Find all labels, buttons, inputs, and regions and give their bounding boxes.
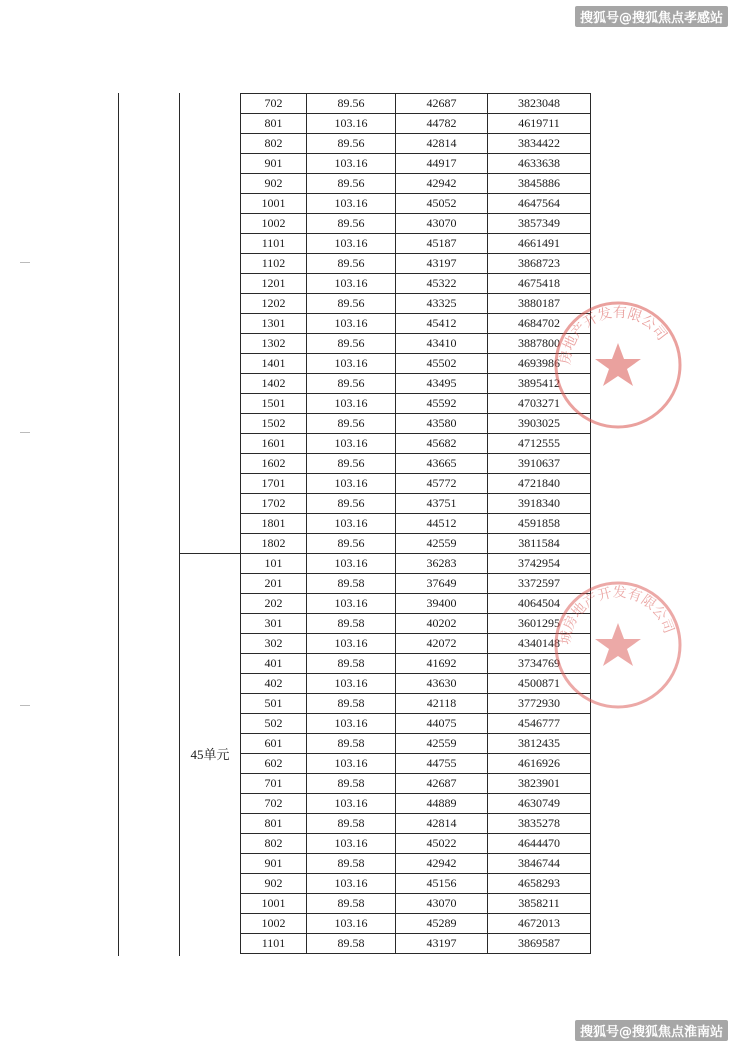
room-number-cell: 1702 xyxy=(241,494,307,514)
unit-price-cell: 45412 xyxy=(396,314,488,334)
area-cell: 103.16 xyxy=(307,794,396,814)
area-cell: 103.16 xyxy=(307,474,396,494)
room-number-cell: 1002 xyxy=(241,914,307,934)
area-cell: 103.16 xyxy=(307,754,396,774)
room-number-cell: 1302 xyxy=(241,334,307,354)
table-row xyxy=(241,694,591,714)
table-row xyxy=(241,514,591,534)
area-cell: 89.58 xyxy=(307,694,396,714)
total-price-cell: 4630749 xyxy=(488,794,591,814)
area-cell: 103.16 xyxy=(307,434,396,454)
table-border-building xyxy=(179,93,180,956)
unit-price-cell: 44782 xyxy=(396,114,488,134)
unit-price-cell: 43070 xyxy=(396,894,488,914)
table-row xyxy=(241,834,591,854)
room-number-cell: 802 xyxy=(241,834,307,854)
unit-price-cell: 45289 xyxy=(396,914,488,934)
table-row xyxy=(241,654,591,674)
table-row xyxy=(241,474,591,494)
watermark-bottom: 搜狐号@搜狐焦点淮南站 xyxy=(575,1020,728,1041)
table-row xyxy=(241,194,591,214)
total-price-cell: 3742954 xyxy=(488,554,591,574)
room-number-cell: 302 xyxy=(241,634,307,654)
table-row xyxy=(241,94,591,114)
area-cell: 103.16 xyxy=(307,154,396,174)
seal-text: 房地产开发有限公司 xyxy=(557,304,670,366)
total-price-cell: 4703271 xyxy=(488,394,591,414)
total-price-cell: 3734769 xyxy=(488,654,591,674)
unit-price-cell: 37649 xyxy=(396,574,488,594)
company-seal-stamp xyxy=(548,295,688,435)
unit-divider xyxy=(179,553,241,554)
room-number-cell: 301 xyxy=(241,614,307,634)
unit-price-cell: 44917 xyxy=(396,154,488,174)
table-border-left xyxy=(118,93,119,956)
area-cell: 103.16 xyxy=(307,674,396,694)
total-price-cell: 3903025 xyxy=(488,414,591,434)
table-row xyxy=(241,674,591,694)
room-number-cell: 1701 xyxy=(241,474,307,494)
total-price-cell: 3880187 xyxy=(488,294,591,314)
total-price-cell: 4712555 xyxy=(488,434,591,454)
total-price-cell: 3846744 xyxy=(488,854,591,874)
area-cell: 89.56 xyxy=(307,174,396,194)
table-row xyxy=(241,314,591,334)
unit-price-cell: 42559 xyxy=(396,534,488,554)
total-price-cell: 4658293 xyxy=(488,874,591,894)
area-cell: 89.58 xyxy=(307,854,396,874)
room-number-cell: 1002 xyxy=(241,214,307,234)
unit-price-cell: 45502 xyxy=(396,354,488,374)
room-number-cell: 101 xyxy=(241,554,307,574)
area-cell: 89.58 xyxy=(307,814,396,834)
table-row xyxy=(241,594,591,614)
area-cell: 89.56 xyxy=(307,534,396,554)
total-price-cell: 4644470 xyxy=(488,834,591,854)
unit-price-cell: 42072 xyxy=(396,634,488,654)
total-price-cell: 3845886 xyxy=(488,174,591,194)
unit-price-cell: 43197 xyxy=(396,934,488,954)
table-row xyxy=(241,634,591,654)
room-number-cell: 1301 xyxy=(241,314,307,334)
area-cell: 103.16 xyxy=(307,114,396,134)
total-price-cell: 3910637 xyxy=(488,454,591,474)
total-price-cell: 3887800 xyxy=(488,334,591,354)
unit-price-cell: 43665 xyxy=(396,454,488,474)
unit-price-cell: 40202 xyxy=(396,614,488,634)
room-number-cell: 501 xyxy=(241,694,307,714)
unit-price-cell: 42942 xyxy=(396,174,488,194)
room-number-cell: 601 xyxy=(241,734,307,754)
room-number-cell: 1601 xyxy=(241,434,307,454)
unit-price-cell: 42559 xyxy=(396,734,488,754)
table-row xyxy=(241,234,591,254)
room-number-cell: 801 xyxy=(241,814,307,834)
watermark-top: 搜狐号@搜狐焦点孝感站 xyxy=(575,6,728,27)
unit-price-cell: 45772 xyxy=(396,474,488,494)
area-cell: 89.58 xyxy=(307,774,396,794)
table-row xyxy=(241,854,591,874)
table-row xyxy=(241,114,591,134)
table-row xyxy=(241,334,591,354)
table-row xyxy=(241,374,591,394)
room-number-cell: 901 xyxy=(241,854,307,874)
unit-price-cell: 42687 xyxy=(396,94,488,114)
unit-price-cell: 45052 xyxy=(396,194,488,214)
area-cell: 89.56 xyxy=(307,214,396,234)
total-price-cell: 4546777 xyxy=(488,714,591,734)
total-price-cell: 4661491 xyxy=(488,234,591,254)
room-number-cell: 202 xyxy=(241,594,307,614)
total-price-cell: 4064504 xyxy=(488,594,591,614)
table-row xyxy=(241,394,591,414)
price-table-frame xyxy=(118,93,598,956)
table-body xyxy=(241,94,591,954)
unit-price-cell: 43495 xyxy=(396,374,488,394)
area-cell: 103.16 xyxy=(307,634,396,654)
area-cell: 89.56 xyxy=(307,334,396,354)
area-cell: 103.16 xyxy=(307,874,396,894)
room-number-cell: 902 xyxy=(241,174,307,194)
table-row xyxy=(241,934,591,954)
total-price-cell: 3868723 xyxy=(488,254,591,274)
area-cell: 103.16 xyxy=(307,914,396,934)
area-cell: 89.58 xyxy=(307,734,396,754)
room-number-cell: 602 xyxy=(241,754,307,774)
unit-price-cell: 41692 xyxy=(396,654,488,674)
seal-text: 城房地产开发有限公司 xyxy=(557,584,677,646)
area-cell: 89.58 xyxy=(307,934,396,954)
table-row xyxy=(241,534,591,554)
total-price-cell: 3772930 xyxy=(488,694,591,714)
room-number-cell: 1101 xyxy=(241,234,307,254)
total-price-cell: 4675418 xyxy=(488,274,591,294)
room-number-cell: 801 xyxy=(241,114,307,134)
unit-price-cell: 45187 xyxy=(396,234,488,254)
area-cell: 103.16 xyxy=(307,594,396,614)
area-cell: 103.16 xyxy=(307,714,396,734)
table-row xyxy=(241,274,591,294)
room-number-cell: 901 xyxy=(241,154,307,174)
total-price-cell: 3834422 xyxy=(488,134,591,154)
total-price-cell: 3601295 xyxy=(488,614,591,634)
table-row xyxy=(241,294,591,314)
area-cell: 89.58 xyxy=(307,614,396,634)
total-price-cell: 3811584 xyxy=(488,534,591,554)
room-number-cell: 702 xyxy=(241,794,307,814)
room-number-cell: 1801 xyxy=(241,514,307,534)
room-number-cell: 401 xyxy=(241,654,307,674)
table-row xyxy=(241,174,591,194)
unit-price-cell: 42687 xyxy=(396,774,488,794)
area-cell: 103.16 xyxy=(307,554,396,574)
total-price-cell: 3823901 xyxy=(488,774,591,794)
area-cell: 89.56 xyxy=(307,374,396,394)
table-row xyxy=(241,794,591,814)
unit-price-cell: 44755 xyxy=(396,754,488,774)
total-price-cell: 4500871 xyxy=(488,674,591,694)
unit-price-cell: 44889 xyxy=(396,794,488,814)
unit-price-cell: 43580 xyxy=(396,414,488,434)
area-cell: 103.16 xyxy=(307,834,396,854)
total-price-cell: 4633638 xyxy=(488,154,591,174)
unit-price-cell: 45322 xyxy=(396,274,488,294)
table-row xyxy=(241,434,591,454)
room-number-cell: 1201 xyxy=(241,274,307,294)
unit-price-cell: 45022 xyxy=(396,834,488,854)
room-number-cell: 201 xyxy=(241,574,307,594)
price-table xyxy=(240,93,591,954)
total-price-cell: 4591858 xyxy=(488,514,591,534)
total-price-cell: 3812435 xyxy=(488,734,591,754)
table-row xyxy=(241,614,591,634)
room-number-cell: 1802 xyxy=(241,534,307,554)
room-number-cell: 1102 xyxy=(241,254,307,274)
table-row xyxy=(241,714,591,734)
area-cell: 89.56 xyxy=(307,454,396,474)
room-number-cell: 1502 xyxy=(241,414,307,434)
room-number-cell: 1401 xyxy=(241,354,307,374)
table-row xyxy=(241,774,591,794)
unit-price-cell: 42814 xyxy=(396,134,488,154)
area-cell: 103.16 xyxy=(307,514,396,534)
room-number-cell: 702 xyxy=(241,94,307,114)
room-number-cell: 1602 xyxy=(241,454,307,474)
area-cell: 103.16 xyxy=(307,354,396,374)
total-price-cell: 3858211 xyxy=(488,894,591,914)
scan-mark xyxy=(20,432,30,433)
total-price-cell: 4693986 xyxy=(488,354,591,374)
table-row xyxy=(241,414,591,434)
unit-price-cell: 45156 xyxy=(396,874,488,894)
table-row xyxy=(241,254,591,274)
total-price-cell: 4721840 xyxy=(488,474,591,494)
total-price-cell: 3857349 xyxy=(488,214,591,234)
unit-price-cell: 42814 xyxy=(396,814,488,834)
area-cell: 89.56 xyxy=(307,294,396,314)
room-number-cell: 1101 xyxy=(241,934,307,954)
unit-price-cell: 43070 xyxy=(396,214,488,234)
unit-price-cell: 44512 xyxy=(396,514,488,534)
unit-price-cell: 45682 xyxy=(396,434,488,454)
area-cell: 89.56 xyxy=(307,494,396,514)
table-row xyxy=(241,754,591,774)
area-cell: 103.16 xyxy=(307,394,396,414)
total-price-cell: 4619711 xyxy=(488,114,591,134)
unit-price-cell: 39400 xyxy=(396,594,488,614)
unit-price-cell: 43410 xyxy=(396,334,488,354)
table-row xyxy=(241,494,591,514)
table-row xyxy=(241,554,591,574)
total-price-cell: 3823048 xyxy=(488,94,591,114)
total-price-cell: 3869587 xyxy=(488,934,591,954)
unit-price-cell: 44075 xyxy=(396,714,488,734)
table-row xyxy=(241,154,591,174)
scan-mark xyxy=(20,262,30,263)
area-cell: 89.58 xyxy=(307,894,396,914)
room-number-cell: 802 xyxy=(241,134,307,154)
total-price-cell: 3372597 xyxy=(488,574,591,594)
unit-price-cell: 42118 xyxy=(396,694,488,714)
total-price-cell: 4672013 xyxy=(488,914,591,934)
total-price-cell: 4616926 xyxy=(488,754,591,774)
table-row xyxy=(241,814,591,834)
unit-price-cell: 43197 xyxy=(396,254,488,274)
table-row xyxy=(241,214,591,234)
table-row xyxy=(241,894,591,914)
room-number-cell: 1001 xyxy=(241,194,307,214)
area-cell: 89.56 xyxy=(307,414,396,434)
table-row xyxy=(241,914,591,934)
area-cell: 103.16 xyxy=(307,314,396,334)
room-number-cell: 502 xyxy=(241,714,307,734)
table-row xyxy=(241,134,591,154)
company-seal-stamp xyxy=(548,575,688,715)
total-price-cell: 3895412 xyxy=(488,374,591,394)
table-row xyxy=(241,734,591,754)
area-cell: 89.56 xyxy=(307,94,396,114)
area-cell: 89.58 xyxy=(307,654,396,674)
room-number-cell: 701 xyxy=(241,774,307,794)
total-price-cell: 4647564 xyxy=(488,194,591,214)
unit-label: 45单元 xyxy=(190,747,230,762)
unit-price-cell: 43751 xyxy=(396,494,488,514)
total-price-cell: 3835278 xyxy=(488,814,591,834)
unit-price-cell: 42942 xyxy=(396,854,488,874)
area-cell: 89.58 xyxy=(307,574,396,594)
area-cell: 89.56 xyxy=(307,134,396,154)
room-number-cell: 902 xyxy=(241,874,307,894)
area-cell: 103.16 xyxy=(307,194,396,214)
unit-price-cell: 43325 xyxy=(396,294,488,314)
room-number-cell: 402 xyxy=(241,674,307,694)
table-row xyxy=(241,874,591,894)
table-row xyxy=(241,354,591,374)
area-cell: 103.16 xyxy=(307,274,396,294)
room-number-cell: 1402 xyxy=(241,374,307,394)
total-price-cell: 4340148 xyxy=(488,634,591,654)
room-number-cell: 1501 xyxy=(241,394,307,414)
total-price-cell: 3918340 xyxy=(488,494,591,514)
table-row xyxy=(241,454,591,474)
total-price-cell: 4684702 xyxy=(488,314,591,334)
unit-price-cell: 45592 xyxy=(396,394,488,414)
unit-price-cell: 43630 xyxy=(396,674,488,694)
room-number-cell: 1202 xyxy=(241,294,307,314)
area-cell: 89.56 xyxy=(307,254,396,274)
area-cell: 103.16 xyxy=(307,234,396,254)
room-number-cell: 1001 xyxy=(241,894,307,914)
scan-mark xyxy=(20,705,30,706)
unit-price-cell: 36283 xyxy=(396,554,488,574)
table-row xyxy=(241,574,591,594)
